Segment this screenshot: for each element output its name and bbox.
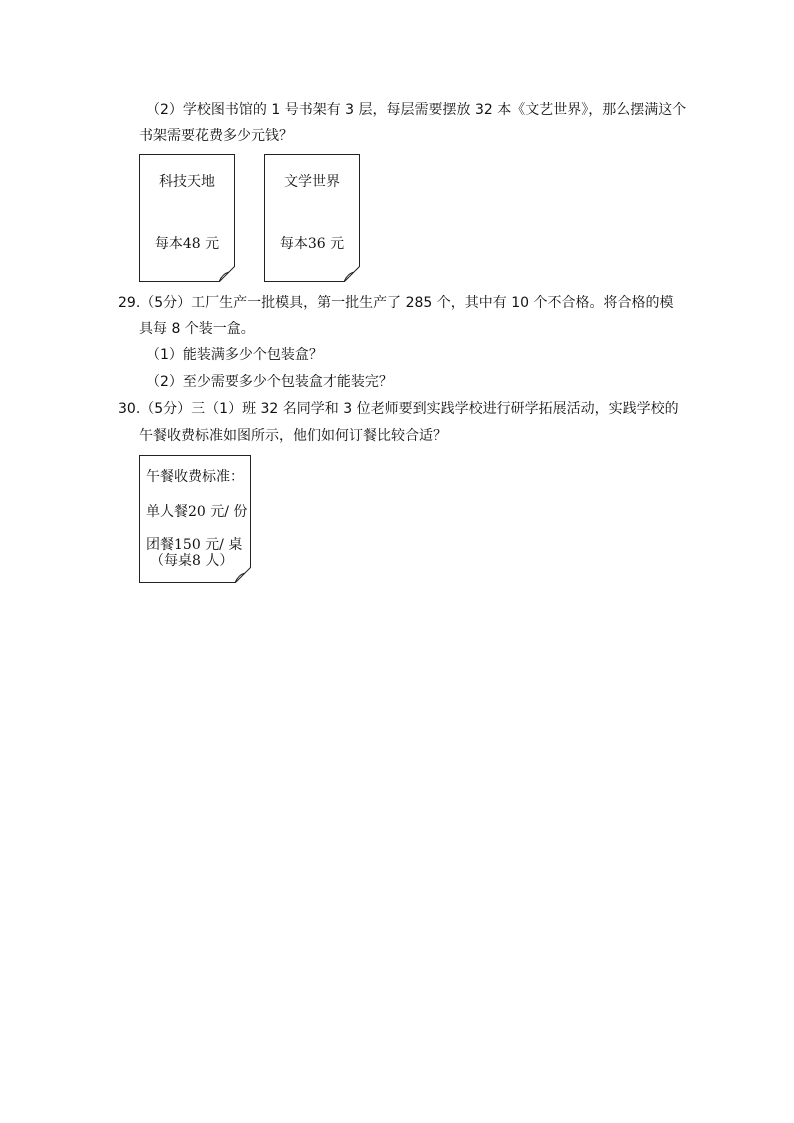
folded-corner-icon (235, 567, 251, 583)
book-card-title: 文学世界 (284, 174, 340, 190)
q29-line1: 29.（5分）工厂生产一批模具，第一批生产了 285 个，其中有 10 个不合格。将合格的模 (118, 295, 674, 311)
book-card-price: 每本48 元 (154, 236, 220, 252)
menu-group-note: （每桌8 人） (150, 553, 234, 569)
q30-line2: 午餐收费标准如图所示，他们如何订餐比较合适？ (139, 428, 447, 444)
book-card-title: 科技天地 (159, 174, 215, 190)
folded-corner-icon (344, 266, 360, 282)
menu-single-meal: 单人餐20 元/ 份 (146, 504, 248, 520)
book-card-tech (139, 154, 235, 282)
book-card-price: 每本36 元 (279, 236, 345, 252)
q29-sub2: （2）至少需要多少个包装盒才能装完？ (146, 374, 393, 390)
q28-part2-line1: （2）学校图书馆的 1 号书架有 3 层，每层需要摆放 32 本《文艺世界》，那么摆满这个 (146, 102, 687, 118)
book-card-literature (264, 154, 360, 282)
menu-group-meal: 团餐150 元/ 桌 (146, 537, 243, 553)
q29-line2: 具每 8 个装一盒。 (139, 321, 255, 337)
lunch-price-card (139, 455, 251, 583)
q30-line1: 30.（5分）三（1）班 32 名同学和 3 位老师要到实践学校进行研学拓展活动，实践学校的 (118, 401, 679, 417)
q29-sub1: （1）能装满多少个包装盒？ (146, 347, 323, 363)
folded-corner-icon (219, 266, 235, 282)
menu-heading: 午餐收费标准： (146, 469, 244, 485)
q28-part2-line2: 书架需要花费多少元钱？ (139, 128, 293, 144)
